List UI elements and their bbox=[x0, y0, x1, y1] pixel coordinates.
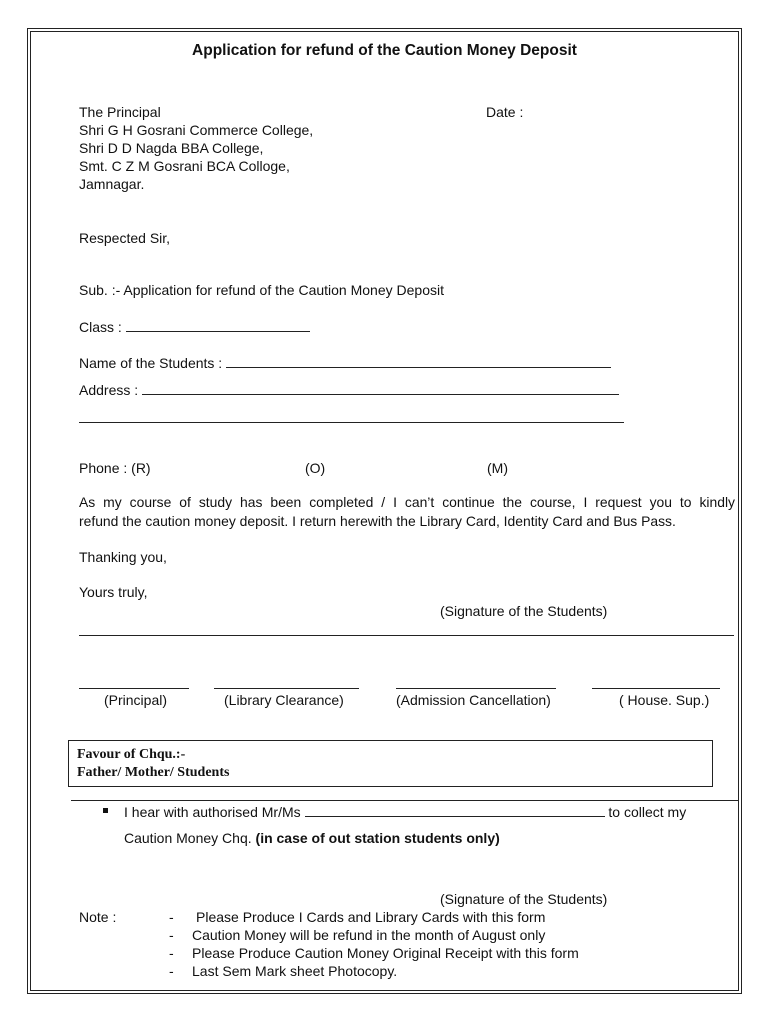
admission-cancellation-label: (Admission Cancellation) bbox=[396, 692, 551, 708]
note-item: Caution Money will be refund in the month of August only bbox=[192, 927, 546, 943]
house-signature-line[interactable] bbox=[592, 688, 720, 689]
form-title: Application for refund of the Caution Money Deposit bbox=[192, 42, 577, 59]
address-blank[interactable] bbox=[142, 380, 619, 395]
closing-text: Yours truly, bbox=[79, 584, 148, 600]
student-signature-label-2: (Signature of the Students) bbox=[440, 891, 608, 907]
address-line: Smt. C Z M Gosrani BCA Colloge, bbox=[79, 158, 290, 174]
class-label: Class : bbox=[79, 319, 122, 335]
admission-signature-line[interactable] bbox=[396, 688, 556, 689]
request-line: As my course of study has been completed / I can’t continue the course, I request you to kindly bbox=[79, 494, 735, 510]
address-label: Address : bbox=[79, 382, 139, 398]
class-field[interactable] bbox=[79, 317, 310, 336]
note-item: Please Produce Caution Money Original Receipt with this form bbox=[192, 945, 579, 961]
section-divider bbox=[71, 800, 738, 801]
cheque-favour-label: Favour of Chqu.:- bbox=[77, 747, 186, 762]
subject-line: Sub. :- Application for refund of the Caution Money Deposit bbox=[79, 282, 444, 298]
name-blank[interactable] bbox=[226, 353, 611, 368]
authorisation-prefix: I hear with authorised Mr/Ms bbox=[124, 804, 301, 820]
name-label: Name of the Students : bbox=[79, 355, 223, 371]
cheque-text: Caution Money Chq. bbox=[124, 830, 252, 846]
note-dash: - bbox=[169, 909, 174, 925]
class-blank[interactable] bbox=[126, 317, 310, 332]
authorisation-line-2 bbox=[124, 829, 500, 847]
authorisation-suffix: to collect my bbox=[608, 804, 687, 820]
request-paragraph bbox=[79, 493, 735, 531]
phone-o-label: (O) bbox=[305, 460, 326, 476]
principal-label: (Principal) bbox=[104, 692, 168, 708]
note-dash: - bbox=[169, 927, 174, 943]
authorised-person-blank[interactable] bbox=[305, 802, 605, 817]
address-line: Jamnagar. bbox=[79, 176, 145, 192]
authorisation-line[interactable] bbox=[124, 802, 686, 821]
name-field[interactable] bbox=[79, 353, 611, 372]
address-field[interactable] bbox=[79, 380, 619, 399]
address-line: Shri D D Nagda BBA College, bbox=[79, 140, 264, 156]
form-page bbox=[30, 31, 739, 991]
request-line: refund the caution money deposit. I return herewith the Library Card, Identity Card and Bus Pass. bbox=[79, 513, 676, 529]
cheque-favour-box bbox=[68, 740, 713, 787]
outstation-note: (in case of out station students only) bbox=[255, 830, 500, 846]
salutation: Respected Sir, bbox=[79, 230, 171, 246]
cheque-favour-options: Father/ Mother/ Students bbox=[77, 765, 230, 780]
note-dash: - bbox=[169, 945, 174, 961]
bullet-icon bbox=[103, 808, 108, 813]
note-item: Please Produce I Cards and Library Cards with this form bbox=[196, 909, 546, 925]
signature-line[interactable] bbox=[79, 635, 734, 636]
date-label: Date : bbox=[486, 104, 524, 120]
phone-m-label: (M) bbox=[487, 460, 508, 476]
address-blank-line-2[interactable] bbox=[79, 422, 624, 423]
library-clearance-label: (Library Clearance) bbox=[224, 692, 344, 708]
note-item: Last Sem Mark sheet Photocopy. bbox=[192, 963, 398, 979]
library-signature-line[interactable] bbox=[214, 688, 359, 689]
address-line: The Principal bbox=[79, 104, 161, 120]
phone-r-label: Phone : (R) bbox=[79, 460, 151, 476]
house-sup-label: ( House. Sup.) bbox=[619, 692, 710, 708]
principal-signature-line[interactable] bbox=[79, 688, 189, 689]
thanking-text: Thanking you, bbox=[79, 549, 167, 565]
note-label: Note : bbox=[79, 909, 117, 925]
note-dash: - bbox=[169, 963, 174, 979]
address-line: Shri G H Gosrani Commerce College, bbox=[79, 122, 314, 138]
student-signature-label: (Signature of the Students) bbox=[440, 603, 608, 619]
